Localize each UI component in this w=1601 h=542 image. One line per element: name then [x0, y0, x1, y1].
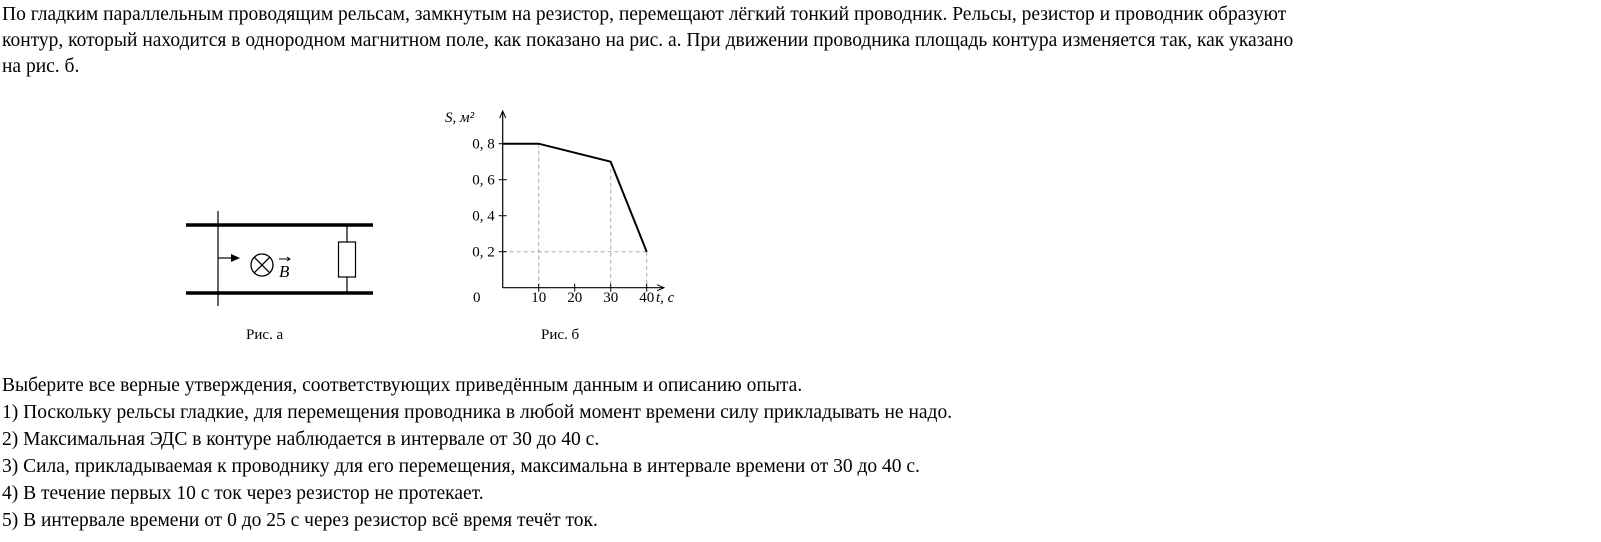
- figure-b-caption: Рис. б: [541, 327, 580, 343]
- x-tick-label: 40: [639, 290, 655, 306]
- question-text: Выберите все верные утверждения, соответствующих приведённым данным и описанию опыта.: [2, 375, 803, 396]
- magnetic-field-into-page-icon: [251, 254, 273, 276]
- field-label: B: [279, 262, 290, 281]
- option-2: 2) Максимальная ЭДС в контуре наблюдается в интервале от 30 до 40 с.: [2, 429, 600, 450]
- series-line: [503, 144, 647, 252]
- intro-line: По гладким параллельным проводящим рельсам, замкнутым на резистор, перемещают лёгкий тонкий проводник. Рельсы, резистор и проводник образуют: [2, 4, 1287, 25]
- option-3: 3) Сила, прикладываемая к проводнику для его перемещения, максимальна в интервале времени от 30 до 40 с.: [2, 456, 920, 477]
- option-4: 4) В течение первых 10 с ток через резистор не протекает.: [2, 483, 484, 504]
- x-tick-label: 0: [472, 290, 481, 306]
- figure-a-caption: Рис. а: [246, 327, 284, 343]
- resistor: [339, 242, 356, 277]
- x-tick-label: 30: [603, 290, 619, 306]
- option-5: 5) В интервале времени от 0 до 25 с через резистор всё время течёт ток.: [2, 510, 598, 531]
- x-tick-label: 10: [531, 290, 547, 306]
- intro-line: контур, который находится в однородном магнитном поле, как показано на рис. а. При движении проводника площадь контура изменяется так, как указано: [2, 30, 1294, 51]
- y-tick-label: 0, 8: [472, 136, 495, 153]
- figure-b-chart: [445, 110, 675, 306]
- y-tick-label: 0, 4: [472, 208, 495, 225]
- x-tick-label: 20: [567, 290, 583, 306]
- option-1: 1) Поскольку рельсы гладкие, для перемещения проводника в любой момент времени силу прикладывать не надо.: [2, 402, 953, 423]
- x-axis-label: t, с: [656, 290, 675, 306]
- velocity-arrowhead: [231, 254, 240, 262]
- y-tick-label: 0, 2: [472, 244, 495, 261]
- figure-a-circuit: [186, 211, 373, 306]
- y-axis-label: S, м²: [445, 110, 475, 126]
- intro-line: на рис. б.: [2, 56, 80, 77]
- y-tick-label: 0, 6: [472, 172, 495, 189]
